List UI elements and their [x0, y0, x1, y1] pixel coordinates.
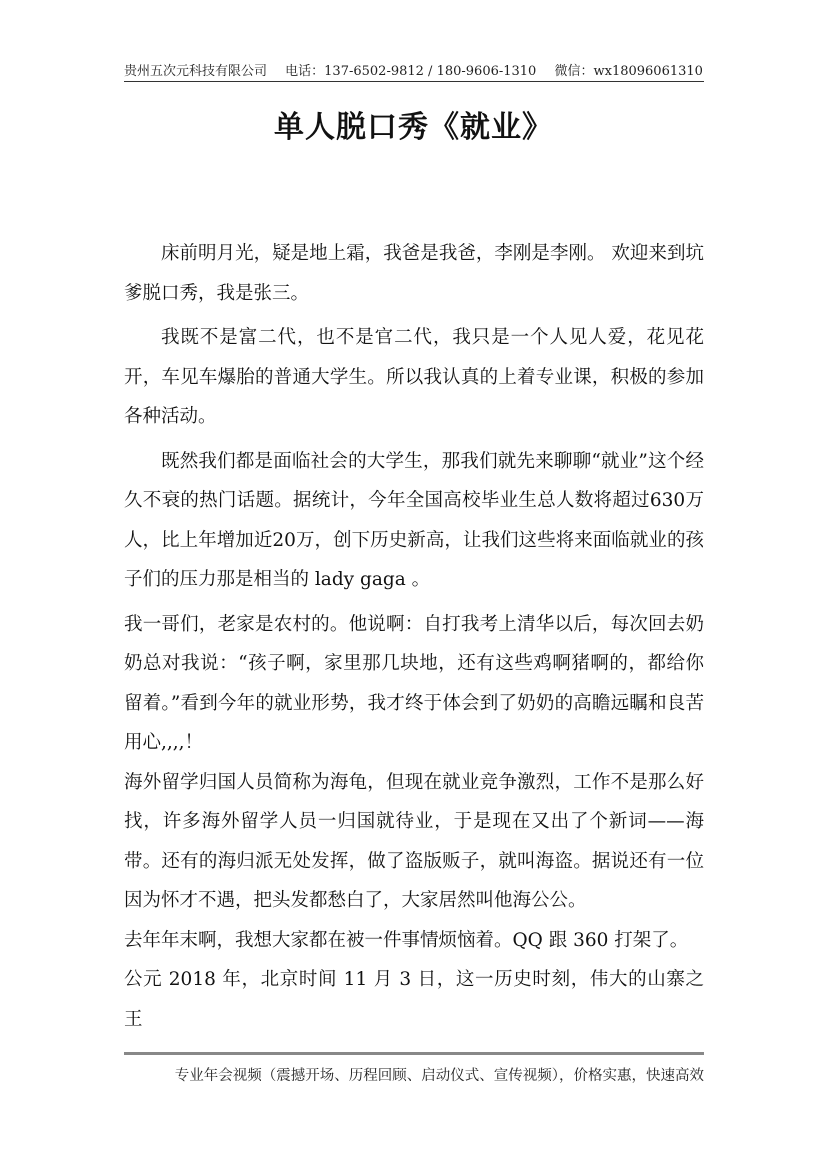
paragraph-1: 床前明月光，疑是地上霜，我爸是我爸，李刚是李刚。 欢迎来到坑爹脱口秀，我是张三。 — [124, 243, 704, 304]
paragraph-5: 海外留学归国人员简称为海龟，但现在就业竞争激烈，工作不是那么好找，许多海外留学人员一归国就待业，于是现在又出了个新词——海带。还有的海归派无处发挥，做了盗版贩子，就叫海盗。据说还有一位因为怀才不遇，把头发都愁白了，大家居然叫他海公公。 — [124, 771, 704, 911]
header-phone: 电话：137-6502-9812 / 180-9606-1310 — [285, 64, 537, 79]
paragraph-4: 我一哥们，老家是农村的。他说啊：自打我考上清华以后，每次回去奶奶总对我说：“孩子啊，家里那几块地，还有这些鸡啊猪啊的，都给你留着。”看到今年的就业形势，我才终于体会到了奶奶的高瞻远瞩和良苦用心,,,,！ — [124, 613, 704, 753]
header-wechat: 微信：wx18096061310 — [554, 64, 703, 79]
paragraph-7: 公元 2018 年，北京时间 11 月 3 日，这一历史时刻，伟大的山寨之王 — [124, 969, 704, 1030]
paragraph-2: 我既不是富二代，也不是官二代，我只是一个人见人爱，花见花开，车见车爆胎的普通大学生。所以我认真的上着专业课，积极的参加各种活动。 — [124, 327, 704, 427]
footer-divider — [124, 1052, 704, 1055]
page-header — [124, 60, 704, 82]
header-company: 贵州五次元科技有限公司 — [124, 64, 268, 79]
document-title: 单人脱口秀《就业》 — [274, 110, 553, 145]
paragraph-3: 既然我们都是面临社会的大学生，那我们就先来聊聊“就业”这个经久不衰的热门话题。据统计，今年全国高校毕业生总人数将超过630万人，比上年增加近20万，创下历史新高，让我们这些将来面临就业的孩子们的压力那是相当的 lady gaga 。 — [124, 450, 704, 590]
page-footer: 专业年会视频（震撼开场、历程回顾、启动仪式、宣传视频），价格实惠，快速高效 — [174, 1068, 704, 1084]
paragraph-6: 去年年末啊，我想大家都在被一件事情烦恼着。QQ 跟 360 打架了。 — [124, 929, 689, 951]
document-body — [124, 234, 704, 1039]
